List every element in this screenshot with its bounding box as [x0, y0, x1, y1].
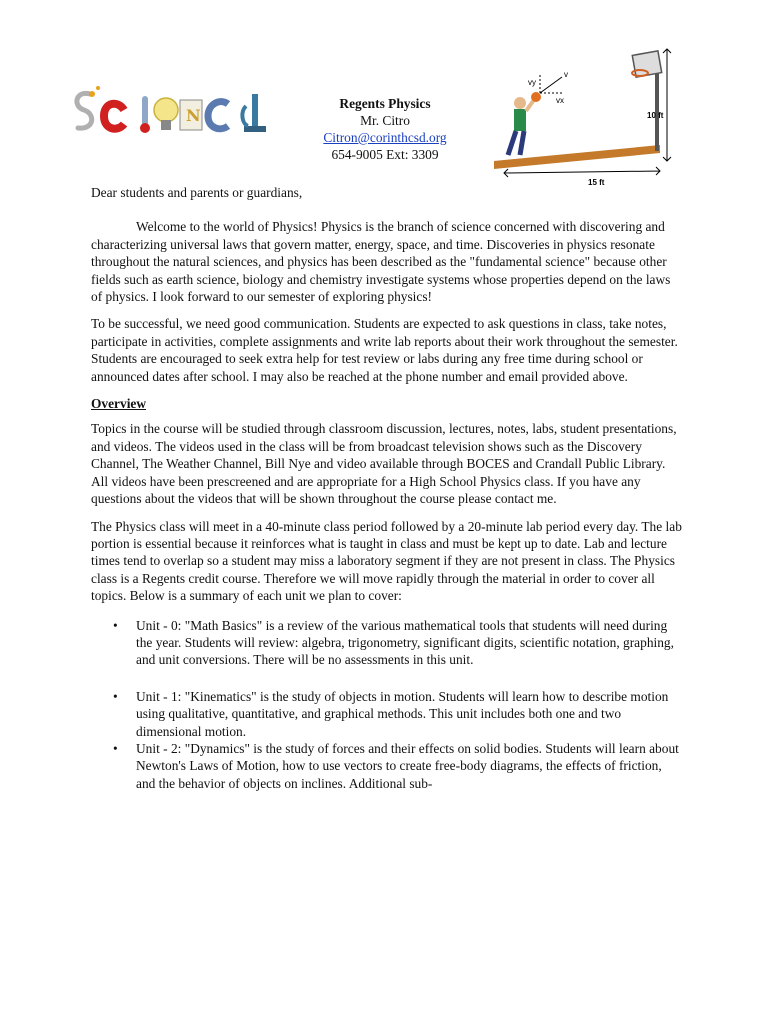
overview-heading: Overview — [91, 396, 147, 412]
letter-body — [91, 184, 683, 792]
list-item — [91, 617, 683, 669]
phone-number: 654-9005 Ext: 3309 — [331, 147, 439, 162]
label-v: v — [564, 70, 568, 79]
schedule-paragraph: The Physics class will meet in a 40-minute class period followed by a 20-minute lab period every day. The lab portion is essential because it reinforces what is taught in class and must be kept up to date. Lab and lecture times tend to overlap so a student may miss a laboratory segment if they are not present in class. The Physics class is a Regents credit course. Therefore we will move rapidly through the material in order to cover all topics. Below is a summary of each unit we plan to cover: — [91, 518, 682, 604]
logo-letter-i — [142, 96, 148, 126]
label-vx: vx — [556, 96, 564, 105]
player-figure — [508, 92, 541, 155]
overview-paragraph: Topics in the course will be studied through classroom discussion, lectures, notes, labs, student presentations, and videos. The videos used in the class will be from broadcast television shows such as the Discovery Channel, The Weather Channel, Bill Nye and video available through BOCES and Crandall Public Library. All videos have been prescreened and are appropriate for a High School Physics class. If you have any questions about the videos that will be shown throughout the course please contact me. — [91, 421, 677, 507]
logo-letter-c2 — [208, 102, 228, 129]
basketball — [531, 92, 541, 102]
welcome-paragraph: Welcome to the world of Physics! Physics is the branch of science concerned with discovering and characterizing universal laws that govern matter, energy, space, and time. Discoveries in physics resonate throughout the natural sciences, and physics has been described as the "fundamental science" because other fields such as earth science, biology and chemistry investigate systems whose properties depend on the laws of physics. I look forward to our semester of exploring physics! — [91, 219, 671, 305]
science-logo — [68, 80, 268, 150]
logo-letter-s — [77, 93, 92, 128]
bullet: • — [113, 740, 118, 756]
bullet: • — [113, 688, 118, 704]
communication-paragraph: To be successful, we need good communication. Students are expected to ask questions in class, take notes, participate in activities, complete assignments and write lab reports about their work throughout the semester. Students are encouraged to seek extra help for test review or labs during any free time during school or announced dates after school. I may also be reached at the phone number and email provided above. — [91, 316, 678, 384]
list-item — [91, 740, 683, 792]
v-vector — [540, 77, 562, 93]
hoop-diagram — [470, 45, 680, 190]
header-block — [280, 95, 490, 163]
logo-letter-e — [154, 98, 178, 130]
unit-list — [91, 617, 683, 793]
logo-letter-c — [104, 104, 124, 129]
course-title: Regents Physics — [339, 96, 431, 111]
label-height: 10 ft — [647, 111, 664, 120]
width-arrow — [504, 167, 660, 177]
height-arrow — [663, 49, 671, 161]
teacher-name: Mr. Citro — [360, 113, 410, 128]
email-link[interactable]: Citron@corinthcsd.org — [323, 130, 447, 145]
label-vy: vy — [528, 78, 536, 87]
svg-text:N: N — [186, 106, 201, 125]
hoop-pole — [655, 69, 659, 151]
unit-1-text: Unit - 1: "Kinematics" is the study of objects in motion. Students will learn how to describe motion using qualitative, quantitative, and graphical methods. This unit includes both one and two dimensional motion. — [136, 688, 669, 739]
logo-letter-n — [180, 100, 202, 130]
bullet: • — [113, 617, 118, 633]
logo-letter-e2 — [242, 94, 266, 132]
list-item — [91, 688, 683, 740]
label-width: 15 ft — [588, 178, 605, 187]
salutation: Dear students and parents or guardians, — [91, 185, 303, 200]
unit-0-text: Unit - 0: "Math Basics" is a review of the various mathematical tools that students will need during the year. Students will review: algebra, trigonometry, significant digits, scientific notation, graphing, and unit conversions. There will be no assessments in this unit. — [136, 617, 674, 668]
unit-2-text: Unit - 2: "Dynamics" is the study of forces and their effects on solid bodies. Students will learn about Newton's Laws of Motion, how to use vectors to create free-body diagrams, the effects of friction, and the behavior of objects on inclines. Additional sub- — [136, 740, 679, 791]
